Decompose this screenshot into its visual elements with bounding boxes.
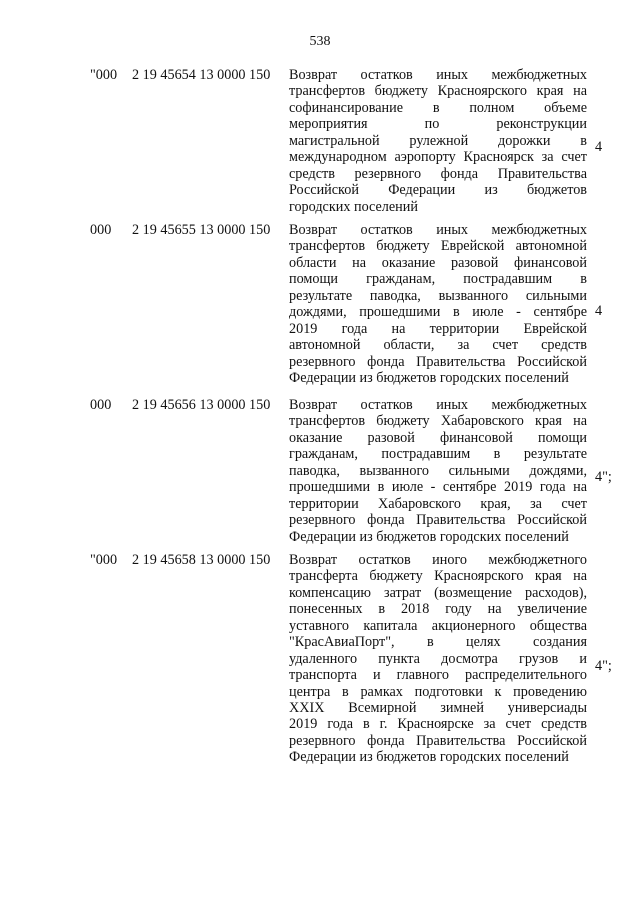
description-line: гражданам, пострадавшим в результате <box>289 446 587 463</box>
table-row <box>0 222 640 392</box>
budget-classification-code: 2 19 45658 13 0000 150 <box>132 552 271 568</box>
description-line: территории Хабаровского края, за счет <box>289 495 587 512</box>
description-line: трансферта бюджету Красноярского края на <box>289 568 587 585</box>
description-line: резервного фонда Правительства Российской <box>289 732 587 749</box>
description-line: понесенных в 2018 году на увеличение <box>289 601 587 618</box>
description-line: прошедшими в июле - сентябре 2019 года на <box>289 479 587 496</box>
description-line: софинансирование в полном объеме <box>289 99 587 116</box>
description-line: удаленного пункта досмотра грузов и <box>289 650 587 667</box>
budget-classification-code: 2 19 45655 13 0000 150 <box>132 222 271 238</box>
description-line: Федерации из бюджетов городских поселений <box>289 369 569 386</box>
description-line: Возврат остатков иных межбюджетных <box>289 67 587 83</box>
description-line: XXIX Всемирной зимней универсиады <box>289 699 587 716</box>
admin-code: 000 <box>90 397 112 413</box>
description-line: Возврат остатков иных межбюджетных <box>289 397 587 413</box>
description-line: уставного капитала акционерного общества <box>289 617 587 634</box>
description-line: магистральной рулежной дорожки в <box>289 132 587 149</box>
budget-classification-code: 2 19 45656 13 0000 150 <box>132 397 271 413</box>
budget-classification-code: 2 19 45654 13 0000 150 <box>132 67 271 83</box>
description-line: Возврат остатков иных межбюджетных <box>289 222 587 238</box>
description-line: мероприятия по реконструкции <box>289 116 587 133</box>
description-line: дождями, прошедшими в июле - сентябре <box>289 304 587 321</box>
description-line: трансфертов бюджету Хабаровского края на <box>289 413 587 430</box>
description-line: Возврат остатков иного межбюджетного <box>289 552 587 568</box>
admin-code: "000 <box>90 552 118 568</box>
admin-code: 000 <box>90 222 112 238</box>
description-line: автономной области, за счет средств <box>289 337 587 354</box>
description-line: транспорта и главного распределительного <box>289 667 587 684</box>
row-description <box>289 67 587 215</box>
description-line: Федерации из бюджетов городских поселений <box>289 749 569 766</box>
description-line: оказание разовой финансовой помощи <box>289 429 587 446</box>
description-line: "КрасАвиаПорт", в целях создания <box>289 634 587 651</box>
description-line: результате паводка, вызванного сильными <box>289 287 587 304</box>
description-line: помощи гражданам, пострадавшим в <box>289 271 587 288</box>
description-line: резервного фонда Правительства Российской <box>289 353 587 370</box>
description-line: трансфертов бюджету Еврейской автономной <box>289 238 587 255</box>
description-line: Российской Федерации из бюджетов <box>289 182 587 199</box>
row-amount: 4"; <box>595 658 612 674</box>
page-number: 538 <box>309 34 331 49</box>
table-row <box>0 397 640 549</box>
row-amount: 4 <box>595 303 603 319</box>
description-line: 2019 года на территории Еврейской <box>289 320 587 337</box>
row-amount: 4"; <box>595 469 612 485</box>
description-line: резервного фонда Правительства Российской <box>289 512 587 529</box>
description-line: средств резервного фонда Правительства <box>289 165 587 182</box>
admin-code: "000 <box>90 67 118 83</box>
description-line: центра в рамках подготовки к проведению <box>289 683 587 700</box>
table-row <box>0 67 640 219</box>
description-line: области на оказание разовой финансовой <box>289 254 587 271</box>
row-description <box>289 552 587 766</box>
description-line: городских поселений <box>289 198 418 215</box>
row-description <box>289 222 587 386</box>
description-line: паводка, вызванного сильными дождями, <box>289 462 587 479</box>
description-line: компенсацию затрат (возмещение расходов), <box>289 584 587 601</box>
row-amount: 4 <box>595 139 603 155</box>
row-description <box>289 397 587 545</box>
description-line: международном аэропорту Красноярск за счет <box>289 149 587 166</box>
table-row <box>0 552 640 772</box>
description-line: Федерации из бюджетов городских поселений <box>289 528 569 545</box>
description-line: 2019 года в г. Красноярске за счет средств <box>289 716 587 733</box>
description-line: трансфертов бюджету Красноярского края на <box>289 83 587 100</box>
